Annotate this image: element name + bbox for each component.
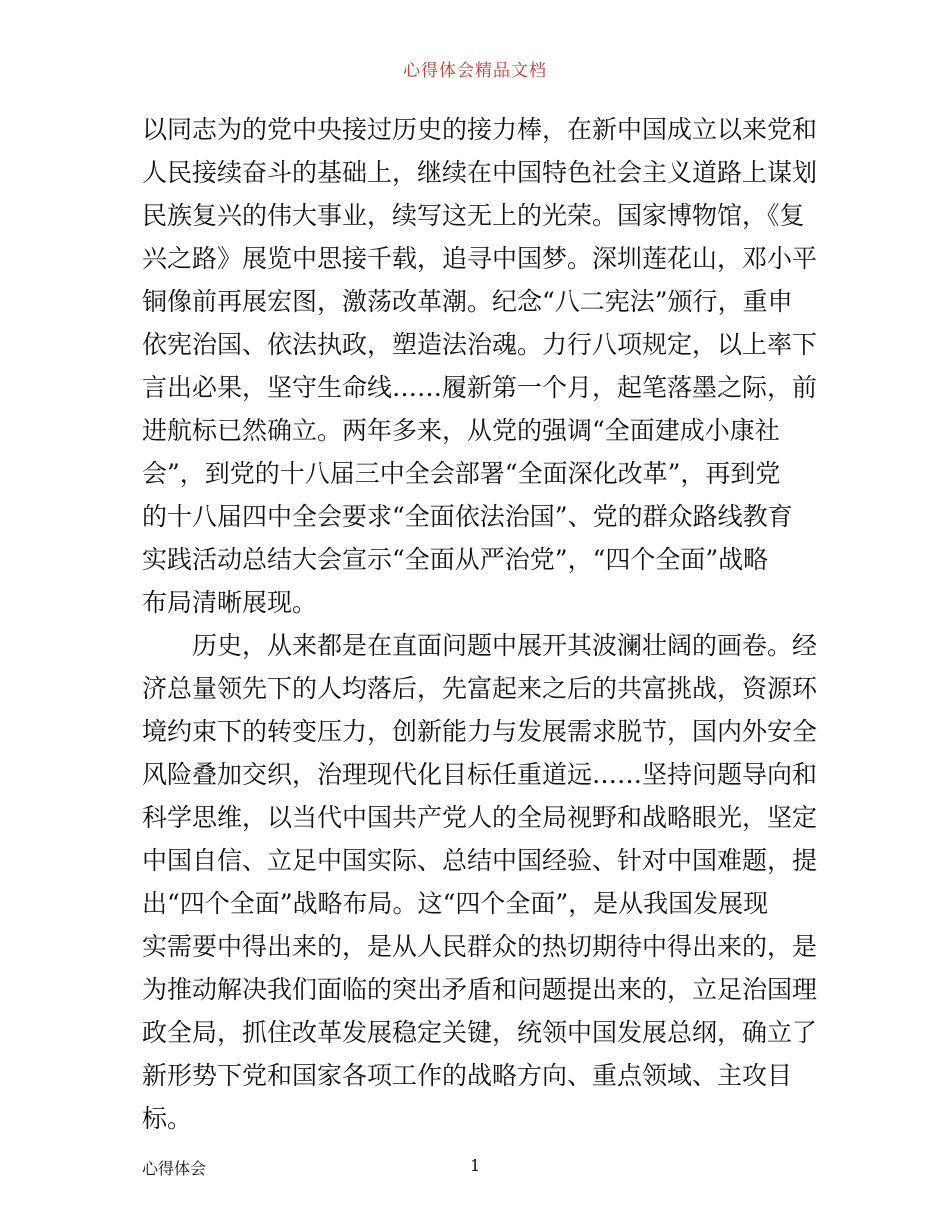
body-line: 的十八届四中全会要求“全面依法治国”、党的群众路线教育 [142, 502, 793, 531]
body-line: 风险叠加交织，治理现代化目标任重道远……坚持问题导向和 [142, 760, 818, 789]
body-line: 铜像前再展宏图，激荡改革潮。纪念“八二宪法”颁行，重申 [142, 287, 793, 316]
body-line: 境约束下的转变压力，创新能力与发展需求脱节，国内外安全 [142, 717, 818, 746]
body-line: 为推动解决我们面临的突出矛盾和问题提出来的，立足治国理 [142, 975, 818, 1004]
page-header-title: 心得体会精品文档 [403, 61, 547, 81]
body-line: 济总量领先下的人均落后，先富起来之后的共富挑战，资源环 [142, 674, 818, 703]
body-line: 政全局，抓住改革发展稳定关键，统领中国发展总纲，确立了 [142, 1018, 818, 1047]
body-line: 布局清晰展现。 [142, 588, 318, 617]
body-line: 中国自信、立足中国实际、总结中国经验、针对中国难题，提 [142, 846, 818, 875]
body-line: 新形势下党和国家各项工作的战略方向、重点领域、主攻目 [142, 1061, 793, 1090]
body-line: 兴之路》展览中思接千载，追寻中国梦。深圳莲花山，邓小平 [142, 244, 818, 273]
document-body [142, 108, 818, 1140]
body-line: 标。 [142, 1104, 193, 1133]
footer-label: 心得体会 [142, 1159, 207, 1178]
body-line: 进航标已然确立。两年多来，从党的强调“全面建成小康社 [142, 416, 780, 445]
page-number: 1 [470, 1156, 481, 1175]
body-line: 依宪治国、依法执政，塑造法治魂。力行八项规定，以上率下 [142, 330, 818, 359]
body-line: 言出必果，坚守生命线……履新第一个月，起笔落墨之际，前 [142, 373, 818, 402]
body-line: 科学思维，以当代中国共产党人的全局视野和战略眼光，坚定 [142, 803, 818, 832]
body-line: 会”，到党的十八届三中全会部署“全面深化改革”，再到党 [142, 459, 781, 488]
body-line: 实需要中得出来的，是从人民群众的热切期待中得出来的，是 [142, 932, 818, 961]
body-line: 以同志为的党中央接过历史的接力棒，在新中国成立以来党和 [142, 115, 818, 144]
body-line: 实践活动总结大会宣示“全面从严治党”，“四个全面”战略 [142, 545, 769, 574]
body-line: 人民接续奋斗的基础上，继续在中国特色社会主义道路上谋划 [142, 158, 818, 187]
body-line: 出“四个全面”战略布局。这“四个全面”，是从我国发展现 [142, 889, 769, 918]
body-line: 民族复兴的伟大事业，续写这无上的光荣。国家博物馆，《复 [142, 201, 805, 230]
paragraph-start-line: 历史，从来都是在直面问题中展开其波澜壮阔的画卷。经 [192, 631, 818, 660]
